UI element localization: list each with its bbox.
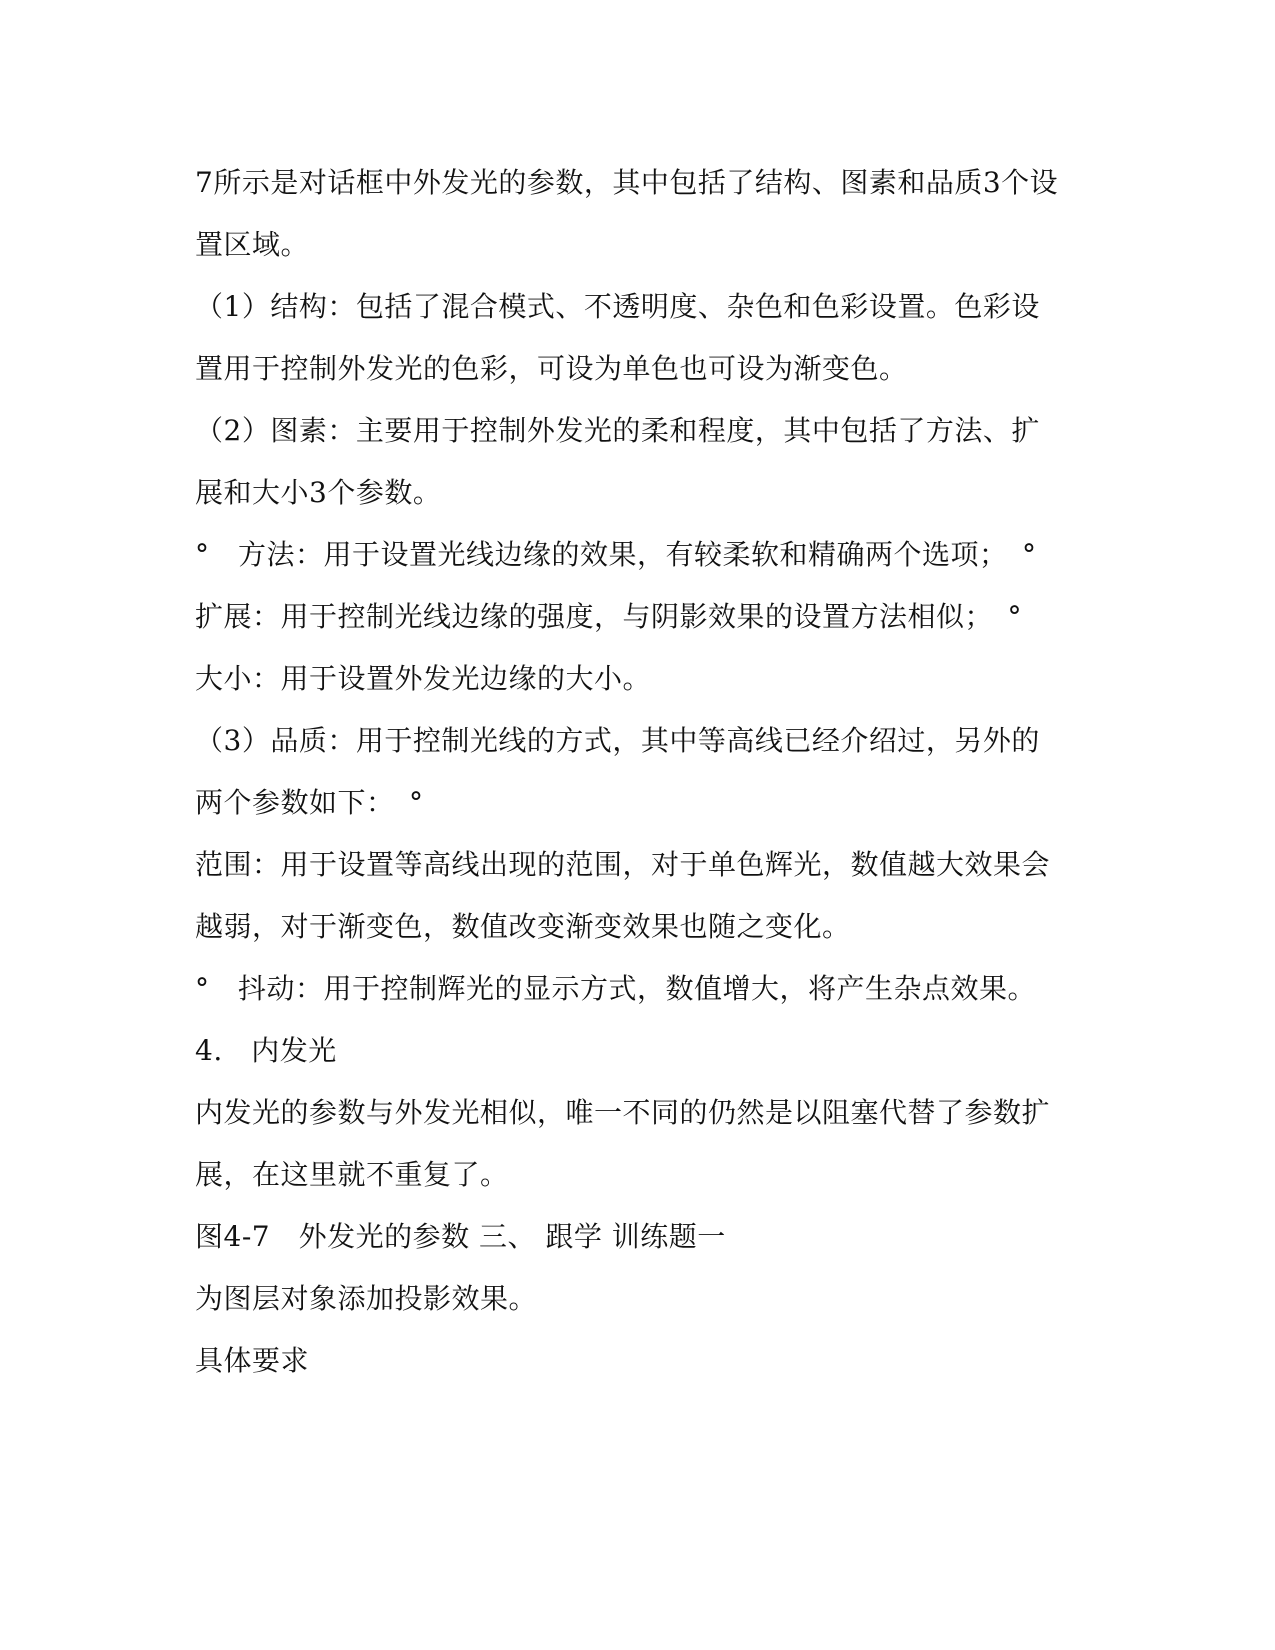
paragraph-line: 范围：用于设置等高线出现的范围，对于单色辉光，数值越大效果会	[195, 848, 1051, 881]
figure-caption: 图4-7 外发光的参数 三、 跟学 训练题一	[195, 1220, 726, 1253]
paragraph-line: 展和大小3个参数。	[195, 476, 442, 509]
bullet-line: ° 抖动：用于控制辉光的显示方式，数值增大，将产生杂点效果。	[195, 972, 1037, 1005]
paragraph-line: （1）结构：包括了混合模式、不透明度、杂色和色彩设置。色彩设	[195, 290, 1040, 323]
paragraph-line: 展，在这里就不重复了。	[195, 1158, 509, 1191]
paragraph-line: 具体要求	[195, 1344, 310, 1377]
paragraph-line: 为图层对象添加投影效果。	[195, 1282, 538, 1315]
paragraph-line: 两个参数如下： °	[195, 786, 424, 819]
paragraph-line: 越弱，对于渐变色，数值改变渐变效果也随之变化。	[195, 910, 851, 943]
paragraph-line: 7所示是对话框中外发光的参数，其中包括了结构、图素和品质3个设	[195, 166, 1059, 199]
bullet-line: ° 方法：用于设置光线边缘的效果，有较柔软和精确两个选项； °	[195, 538, 1037, 571]
paragraph-line: 置区域。	[195, 228, 310, 261]
paragraph-line: （2）图素：主要用于控制外发光的柔和程度，其中包括了方法、扩	[195, 414, 1040, 447]
bullet-line: 大小：用于设置外发光边缘的大小。	[195, 662, 652, 695]
section-heading: 4. 内发光	[195, 1034, 337, 1067]
paragraph-line: 置用于控制外发光的色彩，可设为单色也可设为渐变色。	[195, 352, 908, 385]
paragraph-line: （3）品质：用于控制光线的方式，其中等高线已经介绍过，另外的	[195, 724, 1040, 757]
paragraph-line: 内发光的参数与外发光相似，唯一不同的仍然是以阻塞代替了参数扩	[195, 1096, 1051, 1129]
bullet-line: 扩展：用于控制光线边缘的强度，与阴影效果的设置方法相似； °	[195, 600, 1023, 633]
